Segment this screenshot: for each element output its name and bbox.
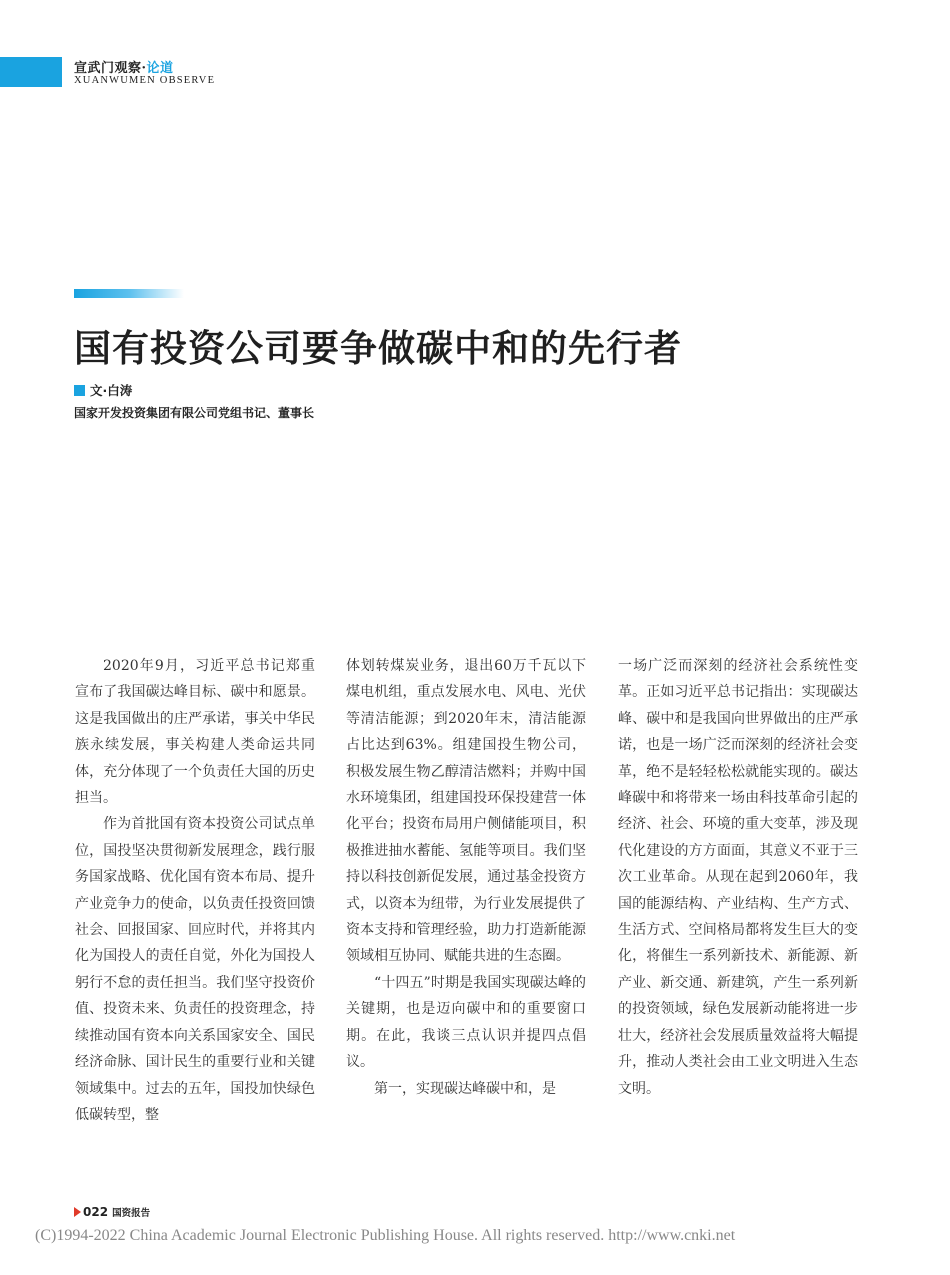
- magazine-name: 国资报告: [112, 1208, 151, 1219]
- body-paragraph: 第一，实现碳达峰碳中和，是: [374, 1080, 556, 1097]
- copyright-notice: (C)1994-2022 China Academic Journal Electronic Publishing House. All rights reserved. http://www.cnki.net: [35, 1227, 736, 1244]
- page-marker-icon: [74, 1207, 81, 1217]
- page-number: 022: [83, 1205, 109, 1219]
- author-marker-icon: [74, 385, 85, 396]
- article-title: 国有投资公司要争做碳中和的先行者: [74, 327, 682, 370]
- section-title: [74, 57, 174, 76]
- body-paragraph: 2020年9月，习近平总书记郑重宣布了我国碳达峰目标、碳中和愿景。这是我国做出的庄严承诺，事关中华民族永续发展，事关构建人类命运共同体，充分体现了一个负责任大国的历史担当。: [75, 658, 315, 807]
- body-column-3: [618, 653, 858, 1102]
- body-column-2: [346, 653, 586, 1102]
- body-paragraph: 作为首批国有资本投资公司试点单位，国投坚决贯彻新发展理念，践行服务国家战略、优化国有资本布局、提升产业竞争力的使命，以负责任投资回馈社会、回报国家、回应时代，并将其内化为国投人的责任自觉，外化为国投人躬行不怠的责任担当。我们坚守投资价值、投资未来、负责任的投资理念，持续推动国有资本向关系国家安全、国民经济命脉、国计民生的重要行业和关键领域集中。过去的五年，国投加快绿色低碳转型，整: [75, 816, 315, 1123]
- body-paragraph: 体划转煤炭业务，退出60万千瓦以下煤电机组，重点发展水电、风电、光伏等清洁能源；到2020年末，清洁能源占比达到63%。组建国投生物公司，积极发展生物乙醇清洁燃料；并购中国水环境集团，组建国投环保投建营一体化平台；投资布局用户侧储能项目，积极推进抽水蓄能、氢能等项目。我们坚持以科技创新促发展，通过基金投资方式，以资本为纽带，为行业发展提供了资本支持和管理经验，助力打造新能源领域相互协同、赋能共进的生态圈。: [346, 658, 586, 965]
- author-line: [74, 381, 132, 399]
- author-affiliation: 国家开发投资集团有限公司党组书记、董事长: [74, 406, 315, 420]
- header-accent-bar: [0, 57, 62, 87]
- section-separator: ·: [141, 61, 147, 76]
- section-title-english: XUANWUMEN OBSERVE: [74, 75, 216, 86]
- body-paragraph: 一场广泛而深刻的经济社会系统性变革。正如习近平总书记指出：实现碳达峰、碳中和是我国向世界做出的庄严承诺，也是一场广泛而深刻的经济社会变革，绝不是轻轻松松就能实现的。碳达峰碳中和将带来一场由科技革命引起的经济、社会、环境的重大变革，涉及现代化建设的方方面面，其意义不亚于三次工业革命。从现在起到2060年，我国的能源结构、产业结构、生产方式、生活方式、空间格局都将发生巨大的变化，将催生一系列新技术、新能源、新产业、新交通、新建筑，产生一系列新的投资领域，绿色发展新动能将进一步壮大，经济社会发展质量效益将大幅提升，推动人类社会由工业文明进入生态文明。: [618, 658, 858, 1097]
- author-name: 文·白涛: [90, 383, 133, 398]
- body-column-1: [75, 653, 315, 1128]
- section-name: 宣武门观察: [74, 61, 142, 76]
- body-paragraph: “十四五”时期是我国实现碳达峰的关键期，也是迈向碳中和的重要窗口期。在此，我谈三点认识并提四点倡议。: [346, 974, 586, 1071]
- page-footer: [74, 1205, 150, 1219]
- title-decoration-bar: [74, 289, 184, 298]
- subsection-name: 论道: [146, 61, 174, 76]
